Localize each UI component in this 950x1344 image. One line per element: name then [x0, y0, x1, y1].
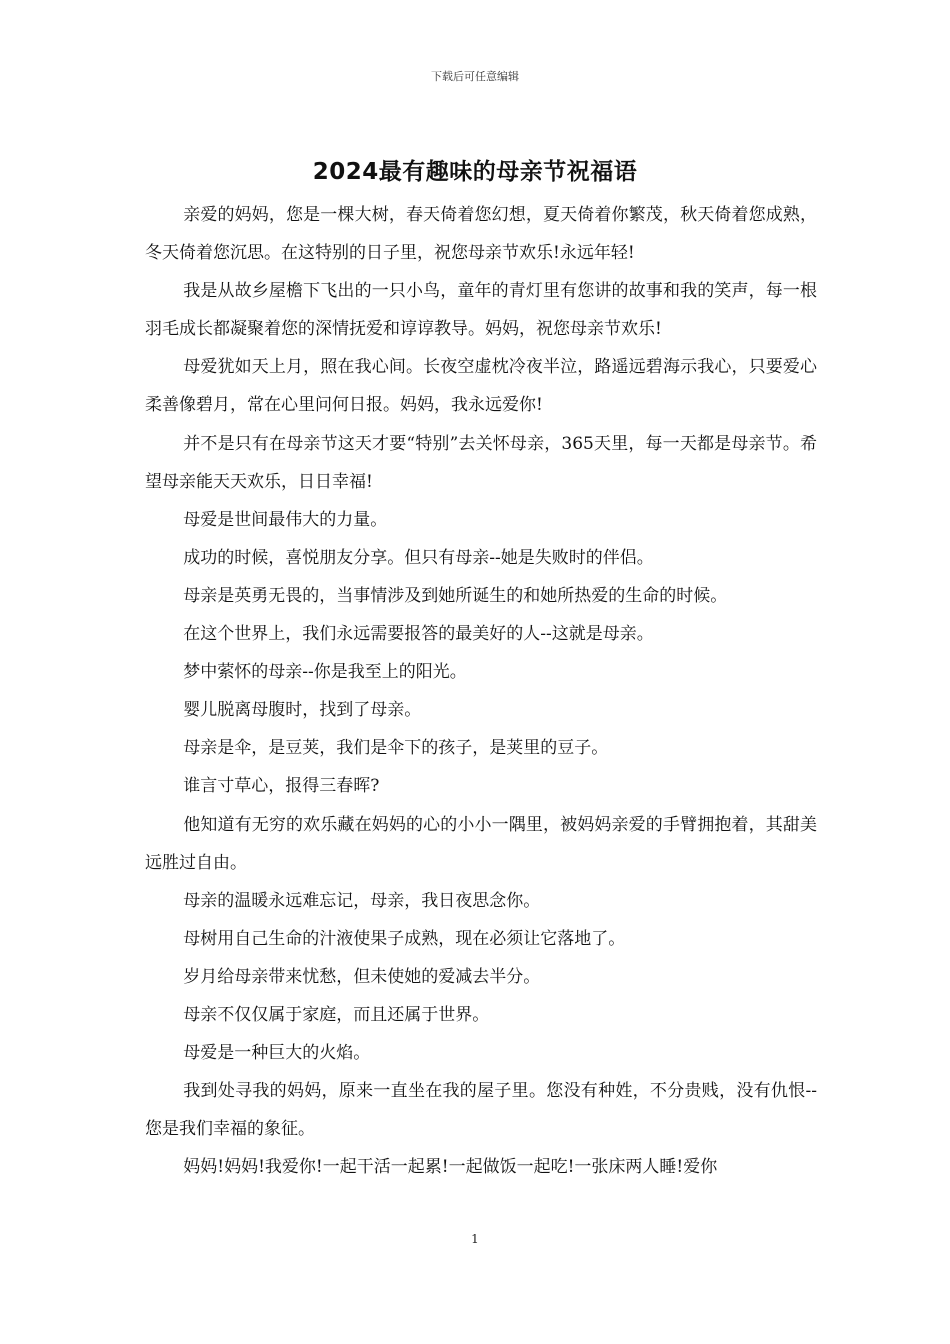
paragraph: 成功的时候，喜悦朋友分享。但只有母亲--她是失败时的伴侣。: [183, 547, 654, 568]
document-title: 2024最有趣味的母亲节祝福语: [312, 159, 638, 185]
paragraph: 谁言寸草心，报得三春晖?: [183, 776, 380, 797]
paragraph: 妈妈!妈妈!我爱你!一起干活一起累!一起做饭一起吃!一张床两人睡!爱你: [183, 1157, 718, 1178]
paragraph: 母亲不仅仅属于家庭，而且还属于世界。: [183, 1004, 490, 1025]
paragraph: 我到处寻我的妈妈，原来一直坐在我的屋子里。您没有种姓，不分贵贱，没有仇恨--您是我们幸福的象征。: [145, 1081, 817, 1140]
paragraph: 母树用自己生命的汁液使果子成熟，现在必须让它落地了。: [183, 928, 626, 949]
document-body: [145, 196, 817, 1186]
paragraph: 母爱是世间最伟大的力量。: [183, 509, 388, 530]
paragraph: 他知道有无穷的欢乐藏在妈妈的心的小小一隅里，被妈妈亲爱的手臂拥抱着，其甜美远胜过自由。: [145, 814, 817, 873]
page-number: 1: [471, 1232, 479, 1246]
paragraph: 母亲的温暖永远难忘记，母亲，我日夜思念你。: [183, 890, 541, 911]
paragraph: 并不是只有在母亲节这天才要“特别”去关怀母亲，365天里，每一天都是母亲节。希望母亲能天天欢乐，日日幸福!: [145, 433, 817, 492]
paragraph: 岁月给母亲带来忧愁，但未使她的爱减去半分。: [183, 966, 541, 987]
paragraph: 我是从故乡屋檐下飞出的一只小鸟，童年的青灯里有您讲的故事和我的笑声，每一根羽毛成长都凝聚着您的深情抚爱和谆谆教导。妈妈，祝您母亲节欢乐!: [145, 281, 817, 340]
header-note: 下载后可任意编辑: [431, 70, 519, 83]
paragraph: 婴儿脱离母腹时，找到了母亲。: [183, 700, 422, 721]
paragraph: 母爱犹如天上月，照在我心间。长夜空虚枕冷夜半泣，路遥远碧海示我心，只要爱心柔善像碧月，常在心里问何日报。妈妈，我永远爱你!: [145, 357, 817, 416]
paragraph: 在这个世界上，我们永远需要报答的最美好的人--这就是母亲。: [183, 624, 654, 645]
paragraph: 母爱是一种巨大的火焰。: [183, 1043, 371, 1064]
paragraph: 梦中萦怀的母亲--你是我至上的阳光。: [183, 662, 467, 683]
paragraph: 母亲是英勇无畏的，当事情涉及到她所诞生的和她所热爱的生命的时候。: [183, 585, 728, 606]
paragraph: 母亲是伞，是豆荚，我们是伞下的孩子，是荚里的豆子。: [183, 738, 609, 759]
paragraph: 亲爱的妈妈，您是一棵大树，春天倚着您幻想，夏天倚着你繁茂，秋天倚着您成熟，冬天倚着您沉思。在这特别的日子里，祝您母亲节欢乐!永远年轻!: [145, 205, 817, 264]
